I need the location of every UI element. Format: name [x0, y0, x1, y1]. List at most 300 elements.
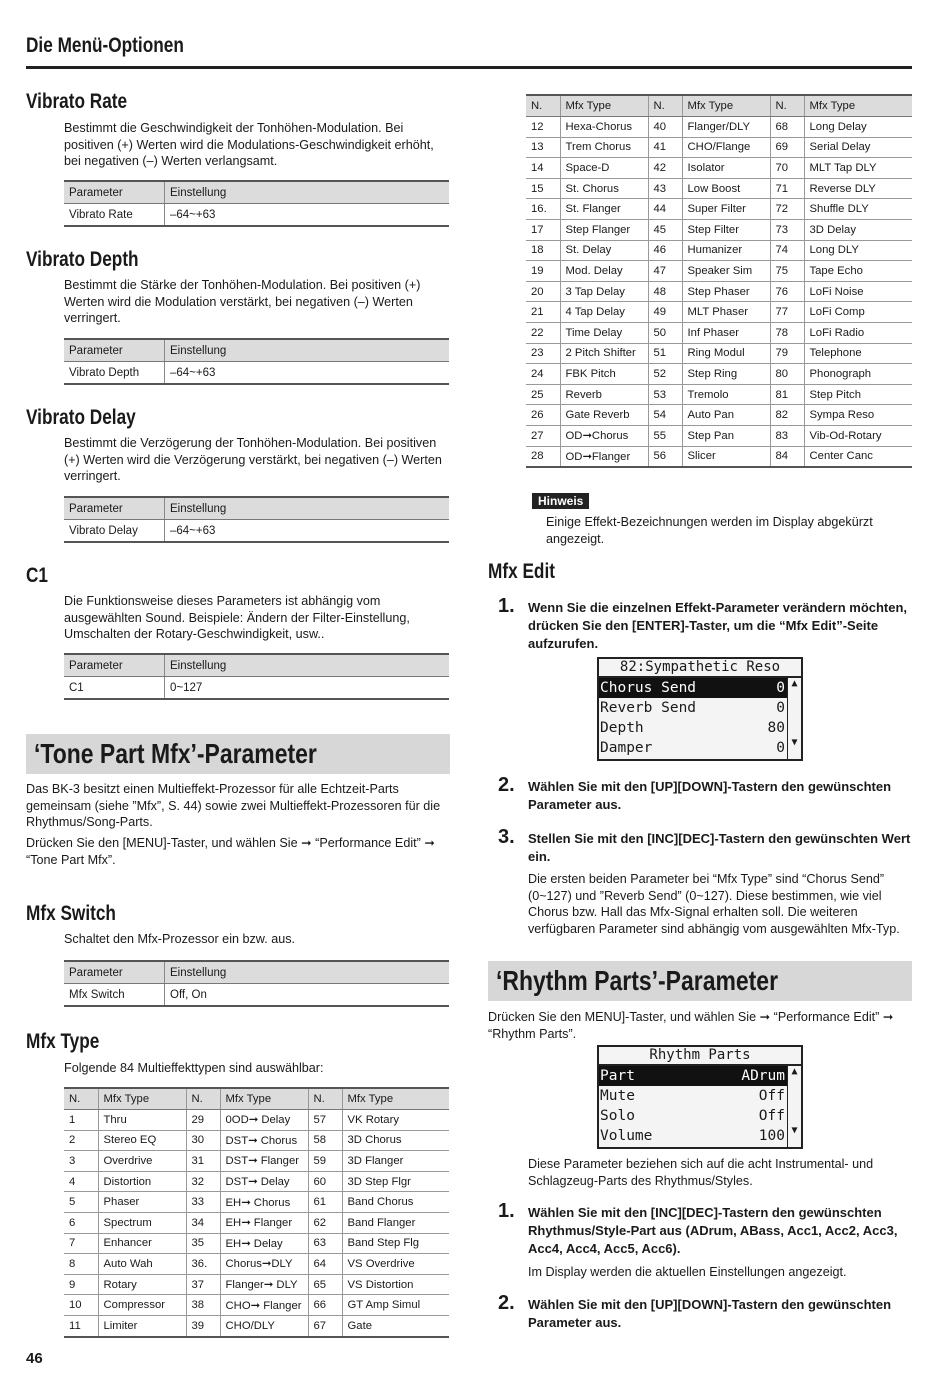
mfx-number: 6	[64, 1212, 98, 1233]
mfx-type-name: Trem Chorus	[560, 137, 648, 158]
mfx-number: 57	[308, 1110, 342, 1131]
table-row	[64, 1171, 449, 1192]
lcd-label: Depth	[600, 720, 644, 736]
section-vibrato-delay	[26, 406, 160, 430]
mfx-type-name: Slicer	[682, 446, 770, 467]
mfx-number: 46	[648, 240, 682, 261]
mfx-number: 33	[186, 1192, 220, 1213]
table-row	[64, 1274, 449, 1295]
col-header: Mfx Type	[342, 1088, 449, 1110]
lcd-label: Mute	[600, 1088, 635, 1104]
table-row	[526, 158, 912, 179]
mfx-number: 45	[648, 219, 682, 240]
mfx-type-name: St. Chorus	[560, 178, 648, 199]
mfx-number: 20	[526, 281, 560, 302]
param-value: –64~+63	[165, 204, 450, 227]
col-header: Einstellung	[165, 961, 450, 984]
col-header: N.	[648, 95, 682, 117]
mfx-type-name: 3D Step Flgr	[342, 1171, 449, 1192]
col-header: Mfx Type	[804, 95, 912, 117]
lcd-label: Reverb Send	[600, 700, 697, 716]
mfx-number: 27	[526, 425, 560, 446]
mfx-number: 55	[648, 425, 682, 446]
mfx-number: 5	[64, 1192, 98, 1213]
section-title: Mfx Type	[26, 1030, 100, 1053]
lcd-row	[599, 698, 787, 718]
lcd-row	[599, 738, 787, 758]
mfx-type-name: 3 Tap Delay	[560, 281, 648, 302]
mfx-type-name: Band Flanger	[342, 1212, 449, 1233]
mfx-type-name: 3D Flanger	[342, 1151, 449, 1172]
param-table-vibrato-depth	[64, 338, 449, 385]
mfx-type-name: OD➞Chorus	[560, 425, 648, 446]
section-title: Vibrato Rate	[26, 90, 128, 113]
mfx-type-name: Speaker Sim	[682, 261, 770, 282]
mfx-type-name: Isolator	[682, 158, 770, 179]
banner-title: ‘Tone Part Mfx’-Parameter	[34, 738, 317, 769]
mfx-type-name: Super Filter	[682, 199, 770, 220]
mfx-number: 59	[308, 1151, 342, 1172]
mfx-type-name: Shuffle DLY	[804, 199, 912, 220]
mfx-number: 49	[648, 302, 682, 323]
mfx-type-name: Low Boost	[682, 178, 770, 199]
lcd-value: 0	[776, 700, 785, 716]
mfx-type-name: Thru	[98, 1110, 186, 1131]
table-row	[64, 1212, 449, 1233]
param-name: Vibrato Depth	[64, 362, 165, 385]
mfx-type-name: Auto Pan	[682, 405, 770, 426]
param-name: Mfx Switch	[64, 984, 165, 1007]
col-header: Mfx Type	[682, 95, 770, 117]
step-text: Wählen Sie mit den [UP][DOWN]-Tastern den gewünschten Parameter aus.	[528, 1297, 892, 1330]
mfx-type-name: Spectrum	[98, 1212, 186, 1233]
mfx-type-name: Phaser	[98, 1192, 186, 1213]
mfx-type-name: Center Canc	[804, 446, 912, 467]
step-text: Wenn Sie die einzelnen Effekt-Parameter verändern möchten, drücken Sie den [ENTER]-Taster, um die “Mfx Edit”-Seite aufzurufen.	[528, 600, 908, 651]
mfx-number: 71	[770, 178, 804, 199]
mfx-type-name: Chorus➞DLY	[220, 1254, 308, 1275]
banner-tone-part-mfx	[26, 734, 450, 774]
step-note: Im Display werden die aktuellen Einstellungen angezeigt.	[528, 1265, 847, 1279]
mfx-type-name: CHO/DLY	[220, 1315, 308, 1336]
mfx-type-name: Auto Wah	[98, 1254, 186, 1275]
page-number: 46	[26, 1350, 43, 1367]
mfx-number: 69	[770, 137, 804, 158]
mfx-number: 15	[526, 178, 560, 199]
mfx-number: 35	[186, 1233, 220, 1254]
mfx-number: 36.	[186, 1254, 220, 1275]
lcd-label: Volume	[600, 1128, 653, 1144]
scroll-down-arrow-icon: ▼	[791, 1125, 798, 1136]
mfx-type-name: Telephone	[804, 343, 912, 364]
lcd-row	[599, 1106, 787, 1126]
rhythm-parts-note: Diese Parameter beziehen sich auf die acht Instrumental- und Schlagzeug-Parts des Rhythmus/Styles.	[528, 1157, 874, 1188]
lcd-label: Part	[600, 1068, 635, 1084]
section-title: Vibrato Depth	[26, 248, 139, 271]
mfx-type-name: EH➞ Flanger	[220, 1212, 308, 1233]
mfx-type-name: 2 Pitch Shifter	[560, 343, 648, 364]
mfx-number: 21	[526, 302, 560, 323]
mfx-number: 51	[648, 343, 682, 364]
mfx-number: 75	[770, 261, 804, 282]
mfx-number: 4	[64, 1171, 98, 1192]
param-value: –64~+63	[165, 520, 450, 543]
col-header: Parameter	[64, 339, 165, 362]
mfx-number: 11	[64, 1315, 98, 1336]
table-row	[526, 405, 912, 426]
mfx-type-name: St. Delay	[560, 240, 648, 261]
mfx-type-name: Band Step Flg	[342, 1233, 449, 1254]
mfx-type-name: Band Chorus	[342, 1192, 449, 1213]
step-text: Stellen Sie mit den [INC][DEC]-Tastern den gewünschten Wert ein.	[528, 831, 911, 864]
step-text: Wählen Sie mit den [INC][DEC]-Tastern den gewünschten Rhythmus/Style-Part aus (ADrum, ABass, Acc1, Acc2, Acc3, Acc4, Acc4, Acc5, Acc6).	[528, 1205, 898, 1256]
mfx-type-name: Rotary	[98, 1274, 186, 1295]
mfx-number: 24	[526, 364, 560, 385]
mfx-type-name: LoFi Comp	[804, 302, 912, 323]
mfx-type-name: Step Pan	[682, 425, 770, 446]
col-header: Parameter	[64, 654, 165, 677]
mfx-number: 12	[526, 117, 560, 138]
mfx-type-name: Mod. Delay	[560, 261, 648, 282]
mfx-number: 65	[308, 1274, 342, 1295]
mfx-number: 43	[648, 178, 682, 199]
mfx-type-name: 3D Delay	[804, 219, 912, 240]
rhythm-parts-menu-path: Drücken Sie den MENU]-Taster, und wählen Sie ➞ “Performance Edit” ➞ “Rhythm Parts”.	[488, 1010, 894, 1041]
mfx-type-name: Distortion	[98, 1171, 186, 1192]
page-title: Die Menü-Optionen	[26, 34, 184, 57]
param-name: C1	[64, 677, 165, 700]
mfx-type-name: EH➞ Delay	[220, 1233, 308, 1254]
mfx-type-name: Stereo EQ	[98, 1130, 186, 1151]
table-row	[64, 1110, 449, 1131]
section-text: Schaltet den Mfx-Prozessor ein bzw. aus.	[64, 932, 295, 946]
param-value: Off, On	[165, 984, 450, 1007]
page-header	[26, 34, 912, 69]
mfx-number: 83	[770, 425, 804, 446]
lcd-value: 0	[776, 680, 785, 696]
mfx-number: 70	[770, 158, 804, 179]
lcd-value: 0	[776, 740, 785, 756]
col-header: Parameter	[64, 961, 165, 984]
tone-part-text: Das BK-3 besitzt einen Multieffekt-Prozessor für alle Echtzeit-Parts gemeinsam (siehe ”Mfx”, S. 44) sowie zwei Multieffekt-Prozessoren für die Rhythmus/Song-Parts.	[26, 782, 441, 829]
step-number: 2.	[498, 1292, 515, 1314]
param-name: Vibrato Rate	[64, 204, 165, 227]
mfx-number: 38	[186, 1295, 220, 1316]
step-text: Wählen Sie mit den [UP][DOWN]-Tastern den gewünschten Parameter aus.	[528, 779, 892, 812]
mfx-number: 50	[648, 322, 682, 343]
section-c1	[26, 564, 53, 588]
mfx-type-name: MLT Tap DLY	[804, 158, 912, 179]
mfx-number: 22	[526, 322, 560, 343]
mfx-number: 13	[526, 137, 560, 158]
mfx-type-name: LoFi Noise	[804, 281, 912, 302]
mfx-number: 23	[526, 343, 560, 364]
mfx-number: 8	[64, 1254, 98, 1275]
mfx-number: 54	[648, 405, 682, 426]
mfx-number: 9	[64, 1274, 98, 1295]
mfx-number: 17	[526, 219, 560, 240]
param-value: –64~+63	[165, 362, 450, 385]
mfx-type-name: CHO/Flange	[682, 137, 770, 158]
mfx-type-name: DST➞ Flanger	[220, 1151, 308, 1172]
section-title: Mfx Switch	[26, 902, 116, 925]
param-name: Vibrato Delay	[64, 520, 165, 543]
lcd-title: 82:Sympathetic Reso	[599, 659, 801, 678]
mfx-number: 79	[770, 343, 804, 364]
table-row	[526, 281, 912, 302]
mfx-type-name: Tremolo	[682, 384, 770, 405]
mfx-number: 1	[64, 1110, 98, 1131]
table-row	[526, 425, 912, 446]
banner-title: ‘Rhythm Parts’-Parameter	[496, 965, 779, 996]
mfx-number: 62	[308, 1212, 342, 1233]
table-row	[526, 302, 912, 323]
table-row	[64, 1151, 449, 1172]
tone-part-menu-path: Drücken Sie den [MENU]-Taster, und wählen Sie ➞ “Performance Edit” ➞ “Tone Part Mfx”.	[26, 836, 435, 867]
mfx-number: 76	[770, 281, 804, 302]
mfx-type-name: Ring Modul	[682, 343, 770, 364]
lcd-label: Solo	[600, 1108, 635, 1124]
lcd-row-selected	[599, 678, 787, 698]
lcd-row	[599, 1086, 787, 1106]
mfx-number: 77	[770, 302, 804, 323]
table-row	[64, 1254, 449, 1275]
lcd-display-mfx-edit	[597, 657, 803, 761]
col-header: Mfx Type	[98, 1088, 186, 1110]
mfx-type-name: Flanger➞ DLY	[220, 1274, 308, 1295]
mfx-number: 74	[770, 240, 804, 261]
mfx-type-name: CHO➞ Flanger	[220, 1295, 308, 1316]
mfx-number: 31	[186, 1151, 220, 1172]
mfx-number: 7	[64, 1233, 98, 1254]
section-vibrato-rate	[26, 90, 149, 114]
section-text: Bestimmt die Verzögerung der Tonhöhen-Modulation. Bei positiven (+) Werten wird die Verzögerung verstärkt, bei negativen (–) Werten verringert.	[64, 436, 442, 483]
mfx-number: 16.	[526, 199, 560, 220]
lcd-display-rhythm-parts	[597, 1045, 803, 1149]
mfx-number: 48	[648, 281, 682, 302]
mfx-type-name: Reverse DLY	[804, 178, 912, 199]
table-row	[526, 240, 912, 261]
section-text: Die Funktionsweise dieses Parameters ist abhängig vom ausgewählten Sound. Beispiele: Ändern der Filter-Einstellung, Umschalten der Rotary-Geschwindigkeit, usw..	[64, 594, 410, 641]
mfx-number: 78	[770, 322, 804, 343]
mfx-number: 47	[648, 261, 682, 282]
mfx-number: 19	[526, 261, 560, 282]
mfx-number: 25	[526, 384, 560, 405]
mfx-type-name: GT Amp Simul	[342, 1295, 449, 1316]
mfx-type-table-left	[64, 1087, 449, 1338]
mfx-number: 32	[186, 1171, 220, 1192]
mfx-type-name: 3D Chorus	[342, 1130, 449, 1151]
mfx-type-name: VK Rotary	[342, 1110, 449, 1131]
table-row	[64, 1295, 449, 1316]
param-table-vibrato-rate	[64, 180, 449, 227]
table-row	[526, 446, 912, 467]
mfx-number: 84	[770, 446, 804, 467]
table-row	[526, 343, 912, 364]
col-header: Einstellung	[165, 181, 450, 204]
mfx-number: 42	[648, 158, 682, 179]
param-table-vibrato-delay	[64, 496, 449, 543]
param-table-c1	[64, 653, 449, 700]
mfx-type-name: Long Delay	[804, 117, 912, 138]
mfx-number: 82	[770, 405, 804, 426]
mfx-number: 81	[770, 384, 804, 405]
mfx-type-name: Compressor	[98, 1295, 186, 1316]
mfx-number: 18	[526, 240, 560, 261]
mfx-type-name: OD➞Flanger	[560, 446, 648, 467]
mfx-type-name: Time Delay	[560, 322, 648, 343]
hinweis-badge: Hinweis	[532, 493, 589, 509]
mfx-type-name: Gate Reverb	[560, 405, 648, 426]
mfx-number: 37	[186, 1274, 220, 1295]
mfx-type-name: FBK Pitch	[560, 364, 648, 385]
mfx-type-name: Step Ring	[682, 364, 770, 385]
lcd-value: 100	[758, 1128, 785, 1144]
col-header: Einstellung	[165, 654, 450, 677]
step-number: 3.	[498, 826, 515, 848]
mfx-number: 60	[308, 1171, 342, 1192]
mfx-type-name: LoFi Radio	[804, 322, 912, 343]
section-title: Mfx Edit	[488, 560, 555, 583]
mfx-number: 61	[308, 1192, 342, 1213]
mfx-number: 40	[648, 117, 682, 138]
col-header: Einstellung	[165, 497, 450, 520]
section-title: C1	[26, 564, 49, 587]
table-row	[64, 1130, 449, 1151]
mfx-type-name: MLT Phaser	[682, 302, 770, 323]
step-number: 1.	[498, 1200, 515, 1222]
mfx-number: 39	[186, 1315, 220, 1336]
mfx-type-name: DST➞ Chorus	[220, 1130, 308, 1151]
lcd-value: Off	[758, 1088, 785, 1104]
mfx-type-name: 4 Tap Delay	[560, 302, 648, 323]
mfx-number: 66	[308, 1295, 342, 1316]
mfx-type-name: Flanger/DLY	[682, 117, 770, 138]
mfx-type-name: VS Distortion	[342, 1274, 449, 1295]
mfx-number: 3	[64, 1151, 98, 1172]
section-mfx-edit	[488, 560, 570, 584]
mfx-type-name: EH➞ Chorus	[220, 1192, 308, 1213]
lcd-label: Chorus Send	[600, 680, 697, 696]
table-row	[526, 178, 912, 199]
mfx-type-name: Vib-Od-Rotary	[804, 425, 912, 446]
section-vibrato-depth	[26, 248, 163, 272]
hinweis-text: Einige Effekt-Bezeichnungen werden im Display abgekürzt angezeigt.	[546, 515, 873, 546]
table-row	[64, 1233, 449, 1254]
table-row	[526, 364, 912, 385]
col-header: Mfx Type	[560, 95, 648, 117]
mfx-number: 72	[770, 199, 804, 220]
mfx-number: 2	[64, 1130, 98, 1151]
table-row	[64, 1315, 449, 1336]
col-header: Parameter	[64, 181, 165, 204]
mfx-type-name: DST➞ Delay	[220, 1171, 308, 1192]
mfx-type-name: Long DLY	[804, 240, 912, 261]
mfx-type-name: VS Overdrive	[342, 1254, 449, 1275]
col-header: Mfx Type	[220, 1088, 308, 1110]
mfx-type-name: Limiter	[98, 1315, 186, 1336]
col-header: Einstellung	[165, 339, 450, 362]
lcd-title: Rhythm Parts	[599, 1047, 801, 1066]
mfx-number: 52	[648, 364, 682, 385]
mfx-type-name: Tape Echo	[804, 261, 912, 282]
mfx-type-name: Reverb	[560, 384, 648, 405]
mfx-type-table-right	[526, 94, 912, 468]
scroll-down-arrow-icon: ▼	[791, 737, 798, 748]
banner-rhythm-parts	[488, 961, 912, 1001]
mfx-type-name: Hexa-Chorus	[560, 117, 648, 138]
col-header: N.	[186, 1088, 220, 1110]
mfx-number: 73	[770, 219, 804, 240]
mfx-type-name: Step Filter	[682, 219, 770, 240]
mfx-number: 26	[526, 405, 560, 426]
mfx-number: 56	[648, 446, 682, 467]
mfx-number: 28	[526, 446, 560, 467]
mfx-type-name: Sympa Reso	[804, 405, 912, 426]
table-row	[526, 137, 912, 158]
mfx-type-name: Phonograph	[804, 364, 912, 385]
lcd-value: ADrum	[741, 1068, 785, 1084]
mfx-type-name: Step Phaser	[682, 281, 770, 302]
section-mfx-type	[26, 1030, 115, 1054]
col-header: N.	[526, 95, 560, 117]
mfx-number: 68	[770, 117, 804, 138]
mfx-type-name: Serial Delay	[804, 137, 912, 158]
param-table-mfx-switch	[64, 960, 449, 1007]
section-text: Bestimmt die Geschwindigkeit der Tonhöhen-Modulation. Bei positiven (+) Werten wird die Modulations-Geschwindigkeit erhöht, bei negativen (–) Werten verlangsamt.	[64, 121, 434, 168]
section-title: Vibrato Delay	[26, 406, 136, 429]
lcd-label: Damper	[600, 740, 653, 756]
mfx-type-name: Step Flanger	[560, 219, 648, 240]
col-header: N.	[64, 1088, 98, 1110]
lcd-value: Off	[758, 1108, 785, 1124]
section-text: Folgende 84 Multieffekttypen sind auswählbar:	[64, 1061, 324, 1075]
mfx-number: 63	[308, 1233, 342, 1254]
table-row	[526, 117, 912, 138]
mfx-number: 64	[308, 1254, 342, 1275]
mfx-number: 30	[186, 1130, 220, 1151]
mfx-type-name: Overdrive	[98, 1151, 186, 1172]
step-number: 2.	[498, 774, 515, 796]
mfx-number: 58	[308, 1130, 342, 1151]
table-row	[64, 1192, 449, 1213]
mfx-type-name: Step Pitch	[804, 384, 912, 405]
mfx-number: 67	[308, 1315, 342, 1336]
mfx-type-name: Enhancer	[98, 1233, 186, 1254]
table-row	[526, 384, 912, 405]
mfx-number: 14	[526, 158, 560, 179]
mfx-type-name: Space-D	[560, 158, 648, 179]
mfx-number: 10	[64, 1295, 98, 1316]
mfx-number: 34	[186, 1212, 220, 1233]
lcd-scrollbar	[787, 1066, 801, 1147]
step-number: 1.	[498, 595, 515, 617]
mfx-type-name: Inf Phaser	[682, 322, 770, 343]
mfx-number: 80	[770, 364, 804, 385]
table-row	[526, 322, 912, 343]
scroll-up-arrow-icon: ▲	[791, 1066, 798, 1077]
mfx-type-name: 0OD➞ Delay	[220, 1110, 308, 1131]
mfx-number: 41	[648, 137, 682, 158]
col-header: N.	[308, 1088, 342, 1110]
lcd-value: 80	[767, 720, 785, 736]
table-row	[526, 199, 912, 220]
section-mfx-switch	[26, 902, 136, 926]
lcd-row	[599, 1126, 787, 1146]
step-note: Die ersten beiden Parameter bei “Mfx Type” sind “Chorus Send” (0~127) und ”Reverb Send” (0~127). Diese bestimmen, wie viel Chorus bzw. Hall das Mfx-Signal erhalten soll. Die weiteren verfügbaren Parameter sind abhängig vom ausgewählten Mfx-Typ.	[528, 872, 900, 936]
section-text: Bestimmt die Stärke der Tonhöhen-Modulation. Bei positiven (+) Werten wird die Modulation verstärkt, bei negativen (–) Werten verringert.	[64, 278, 421, 325]
mfx-type-name: Gate	[342, 1315, 449, 1336]
